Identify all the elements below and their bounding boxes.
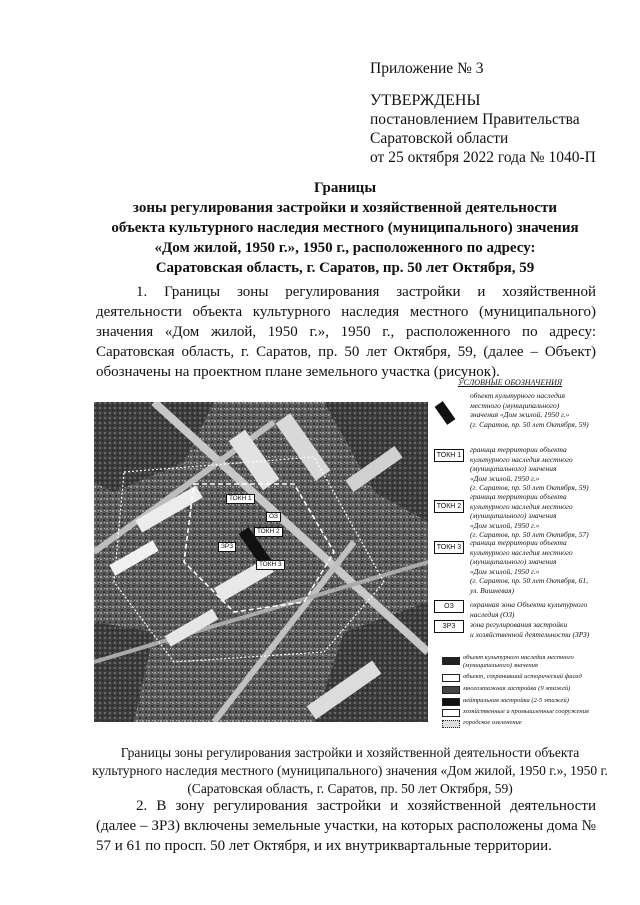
legend-text-line: и хозяйственной деятельности (ЗРЗ): [470, 629, 590, 639]
map-label-tokn1: ТОКН 1: [226, 494, 255, 504]
legend-text-line: «Дом жилой, 1950 г.»: [470, 520, 540, 530]
legend-text-line: ул. Вишневая): [470, 585, 515, 595]
legend-object-swatch: [435, 401, 456, 425]
legend-text-line: значения «Дом жилой, 1950 г.»: [470, 410, 570, 419]
approved-by-line: постановлением Правительства: [370, 111, 580, 128]
legend-greenery-text: городское озеленение: [463, 719, 522, 726]
legend-highrise-text: многоэтажная застройка (9 этажей): [463, 685, 571, 692]
legend-tokn3-symbol: ТОКН 3: [434, 541, 464, 554]
legend-text-line: охранная зона Объекта культурного: [470, 600, 588, 609]
paragraph-2: 2. В зону регулирования застройки и хозяйственной деятельности (далее – ЗРЗ) включены земельные участки, на которых расположены дома № 57 и 61 по просп. 50 лет Октября, и их внутриквартальные территории.: [96, 798, 596, 854]
title-line-1: Границы: [313, 180, 377, 196]
paragraph-1: 1. Границы зоны регулирования застройки и хозяйственной деятельности объекта культурного наследия местного (муниципального) значения «Дом жилой, 1950 г.», 1950 г., расположенного по адресу: Саратовская область, г. Саратов, пр. 50 лет Октября, 59, (далее – Объект) обозначены на проектном плане земельного участка (рисунок).: [96, 284, 596, 380]
map-label-tokn3: ТОКН 3: [256, 560, 285, 570]
legend-tokn1-text: [470, 445, 589, 493]
legend-text-line: культурного наследия местного: [470, 547, 573, 557]
legend-tokn3-text: [470, 538, 588, 595]
legend-industrial-text: хозяйственные и промышленные сооружения: [463, 708, 589, 715]
legend-text-line: (муниципального) значения: [470, 464, 557, 473]
legend-text-line: (г. Саратов, пр. 50 лет Октября, 57): [470, 530, 589, 539]
legend-text-line: зона регулирования застройки: [470, 620, 568, 629]
legend-text-line: «Дом жилой, 1950 г.»: [470, 566, 540, 576]
figure-caption: [90, 744, 610, 798]
caption-line-1: Границы зоны регулирования застройки и хозяйственной деятельности объекта: [120, 745, 580, 760]
title-line-2: зоны регулирования застройки и хозяйственной деятельности: [132, 200, 558, 216]
legend-neutral-text: нейтральная застройка (2-5 этажей): [463, 697, 569, 704]
approved-date-line: от 25 октября 2022 года № 1040-П: [370, 149, 596, 166]
legend-swatch-highrise: [442, 686, 460, 694]
legend-swatch-heritage: [442, 657, 460, 665]
legend-text-line: граница территории объекта: [470, 492, 567, 501]
map-label-tokn2: ТОКН 2: [254, 527, 283, 537]
legend-tokn2-symbol: ТОКН 2: [434, 500, 464, 513]
legend-heritage-text: [463, 654, 574, 670]
map-label-oz: ОЗ: [266, 512, 281, 522]
legend-swatch-facade: [442, 674, 460, 682]
title-line-5: Саратовская область, г. Саратов, пр. 50 лет Октября, 59: [155, 260, 535, 276]
legend-title: УСЛОВНЫЕ ОБОЗНАЧЕНИЯ: [458, 378, 563, 387]
legend-text-line: (г. Саратов, пр. 50 лет Октября, 59): [470, 419, 589, 429]
legend-swatch-greenery: [442, 720, 460, 728]
title-line-4: «Дом жилой, 1950 г.», 1950 г., расположенного по адресу:: [154, 240, 536, 256]
legend-text-line: культурного наследия местного: [470, 454, 573, 464]
approved-label: УТВЕРЖДЕНЫ: [370, 92, 481, 109]
legend-zrz-symbol: ЗРЗ: [434, 620, 464, 633]
approved-region-line: Саратовской области: [370, 130, 509, 147]
legend-zrz-text: [470, 620, 589, 639]
legend-text-line: объект культурного наследия: [470, 391, 566, 400]
legend-text-line: граница территории объекта: [470, 538, 567, 547]
legend-text-line: «Дом жилой, 1950 г.»: [470, 473, 540, 483]
legend-oz-text: [470, 600, 587, 619]
legend-swatch-industrial: [442, 709, 460, 717]
legend-tokn2-text: [470, 492, 589, 540]
title-line-3: объекта культурного наследия местного (муниципального) значения: [111, 220, 579, 236]
legend-text-line: (муниципального) значения: [463, 662, 538, 669]
legend-text-line: местного (муниципального): [470, 400, 560, 410]
document-title: [80, 178, 610, 278]
legend-text-line: (г. Саратов, пр. 50 лет Октября, 61,: [470, 576, 589, 585]
legend-text-line: (муниципального) значения: [470, 557, 557, 566]
legend-text-line: (г. Саратов, пр. 50 лет Октября, 59): [470, 483, 589, 492]
legend-object-text: [470, 391, 589, 429]
legend-text-line: (муниципального) значения: [470, 511, 557, 520]
legend-text-line: наследия (ОЗ): [470, 609, 515, 619]
legend-tokn1-symbol: ТОКН 1: [434, 449, 464, 462]
legend-text-line: граница территории объекта: [470, 445, 567, 454]
site-plan-map: [94, 402, 428, 722]
caption-line-2: культурного наследия местного (муниципального) значения «Дом жилой, 1950 г.», 1950 г.: [92, 763, 608, 778]
appendix-number: Приложение № 3: [370, 60, 484, 77]
legend-facade-text: объект, сохранивший исторический фасад: [463, 673, 582, 680]
legend-text-line: культурного наследия местного: [470, 501, 573, 511]
legend-swatch-neutral: [442, 698, 460, 706]
legend-oz-symbol: ОЗ: [434, 600, 464, 613]
caption-line-3: (Саратовская область, г. Саратов, пр. 50 лет Октября, 59): [187, 781, 513, 796]
map-label-zrz: ЗРЗ: [218, 542, 236, 552]
legend-text-line: объект культурного наследия местного: [463, 654, 574, 661]
